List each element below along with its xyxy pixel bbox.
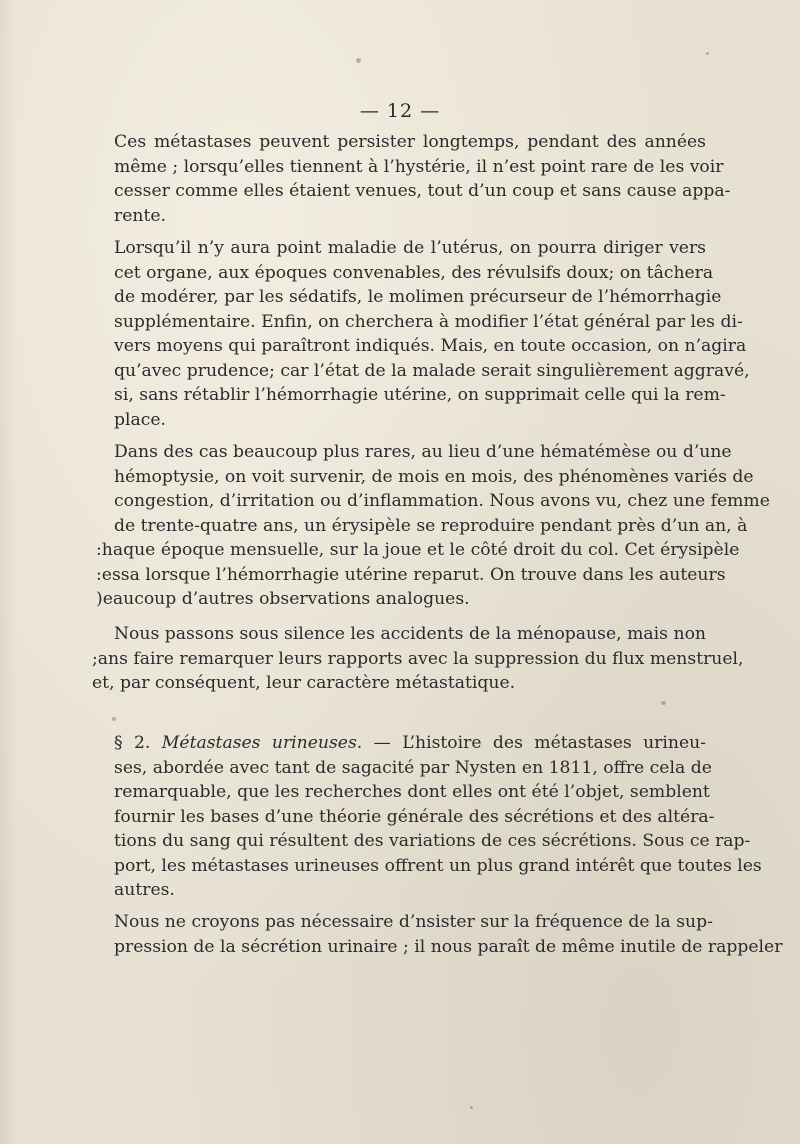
text-line: :essa lorsque l’hémorrhagie utérine reparut. On trouve dans les auteurs bbox=[96, 564, 726, 585]
text-line: Lorsqu’il n’y aura point maladie de l’utérus, on pourra diriger vers bbox=[114, 238, 706, 258]
text-line: de trente-quatre ans, un érysipèle se reproduire pendant près d’un an, à bbox=[114, 515, 748, 536]
text-line: si, sans rétablir l’hémorrhagie utérine, on supprimait celle qui la rem- bbox=[114, 385, 726, 405]
text-line: pression de la sécrétion urinaire ; il nous paraît de même inutile de rappeler bbox=[114, 936, 783, 957]
text-line: autres. bbox=[114, 880, 175, 900]
section-heading-line bbox=[114, 731, 706, 756]
text-line: ;ans faire remarquer leurs rapports avec la suppression du flux menstruel, bbox=[92, 648, 744, 669]
text-line: qu’avec prudence; car l’état de la malade serait singulièrement aggravé, bbox=[114, 360, 750, 381]
text-line: vers moyens qui paraîtront indiqués. Mais, en toute occasion, on n’agira bbox=[114, 336, 747, 356]
page-number: — 12 — bbox=[359, 100, 441, 122]
text-line: ses, abordée avec tant de sagacité par Nysten en 1811, offre cela de bbox=[114, 757, 712, 778]
text-line: remarquable, que les recherches dont elles ont été l’objet, semblent bbox=[114, 782, 710, 802]
section-title: Métastases urineuses. bbox=[161, 733, 363, 753]
paper-speck bbox=[112, 717, 116, 721]
section-number: § 2. bbox=[114, 733, 151, 753]
section-heading-text: — L’histoire des métastases urineu- bbox=[362, 733, 707, 753]
paper-speck bbox=[706, 52, 709, 55]
paragraph-6 bbox=[114, 910, 783, 959]
text-line: de modérer, par les sédatifs, le molimen précurseur de l’hémorrhagie bbox=[114, 287, 722, 307]
paragraph-2 bbox=[114, 236, 750, 432]
text-line: et, par conséquent, leur caractère métastatique. bbox=[92, 673, 516, 693]
text-line: )eaucoup d’autres observations analogues. bbox=[96, 589, 470, 609]
text-line: fournir les bases d’une théorie générale des sécrétions et des altéra- bbox=[114, 806, 715, 827]
paragraph-4 bbox=[92, 622, 744, 696]
text-line: rente. bbox=[114, 205, 166, 226]
text-line: cesser comme elles étaient venues, tout d’un coup et sans cause appa- bbox=[114, 181, 731, 201]
paper-speck bbox=[470, 1106, 473, 1109]
text-line: tions du sang qui résultent des variations de ces sécrétions. Sous ce rap- bbox=[114, 831, 751, 851]
text-line: Nous ne croyons pas nécessaire d’nsister sur la fréquence de la sup- bbox=[114, 912, 713, 932]
text-line: hémoptysie, on voit survenir, de mois en mois, des phénomènes variés de bbox=[114, 466, 754, 487]
paper-speck bbox=[356, 58, 361, 63]
text-line: cet organe, aux époques convenables, des révulsifs doux; on tâchera bbox=[114, 262, 714, 283]
text-line: Ces métastases peuvent persister longtemps, pendant des années bbox=[114, 132, 706, 152]
paper-speck bbox=[661, 701, 666, 705]
text-line: Nous passons sous silence les accidents de la ménopause, mais non bbox=[114, 624, 706, 644]
text-line: port, les métastases urineuses offrent un plus grand intérêt que toutes les bbox=[114, 855, 762, 876]
text-line: Dans des cas beaucoup plus rares, au lieu d’une hématémèse ou d’une bbox=[114, 442, 732, 462]
text-line: même ; lorsqu’elles tiennent à l’hystérie, il n’est point rare de les voir bbox=[114, 156, 724, 177]
text-line: congestion, d’irritation ou d’inflammation. Nous avons vu, chez une femme bbox=[114, 491, 770, 511]
text-line: place. bbox=[114, 409, 167, 430]
text-line: supplémentaire. Enfin, on cherchera à modifier l’état général par les di- bbox=[114, 311, 743, 332]
section-paragraph bbox=[114, 731, 762, 903]
paper-speck bbox=[729, 550, 732, 553]
paragraph-1 bbox=[114, 130, 731, 228]
text-line: :haque époque mensuelle, sur la joue et le côté droit du col. Cet érysipèle bbox=[96, 540, 740, 560]
paragraph-3 bbox=[96, 440, 770, 612]
